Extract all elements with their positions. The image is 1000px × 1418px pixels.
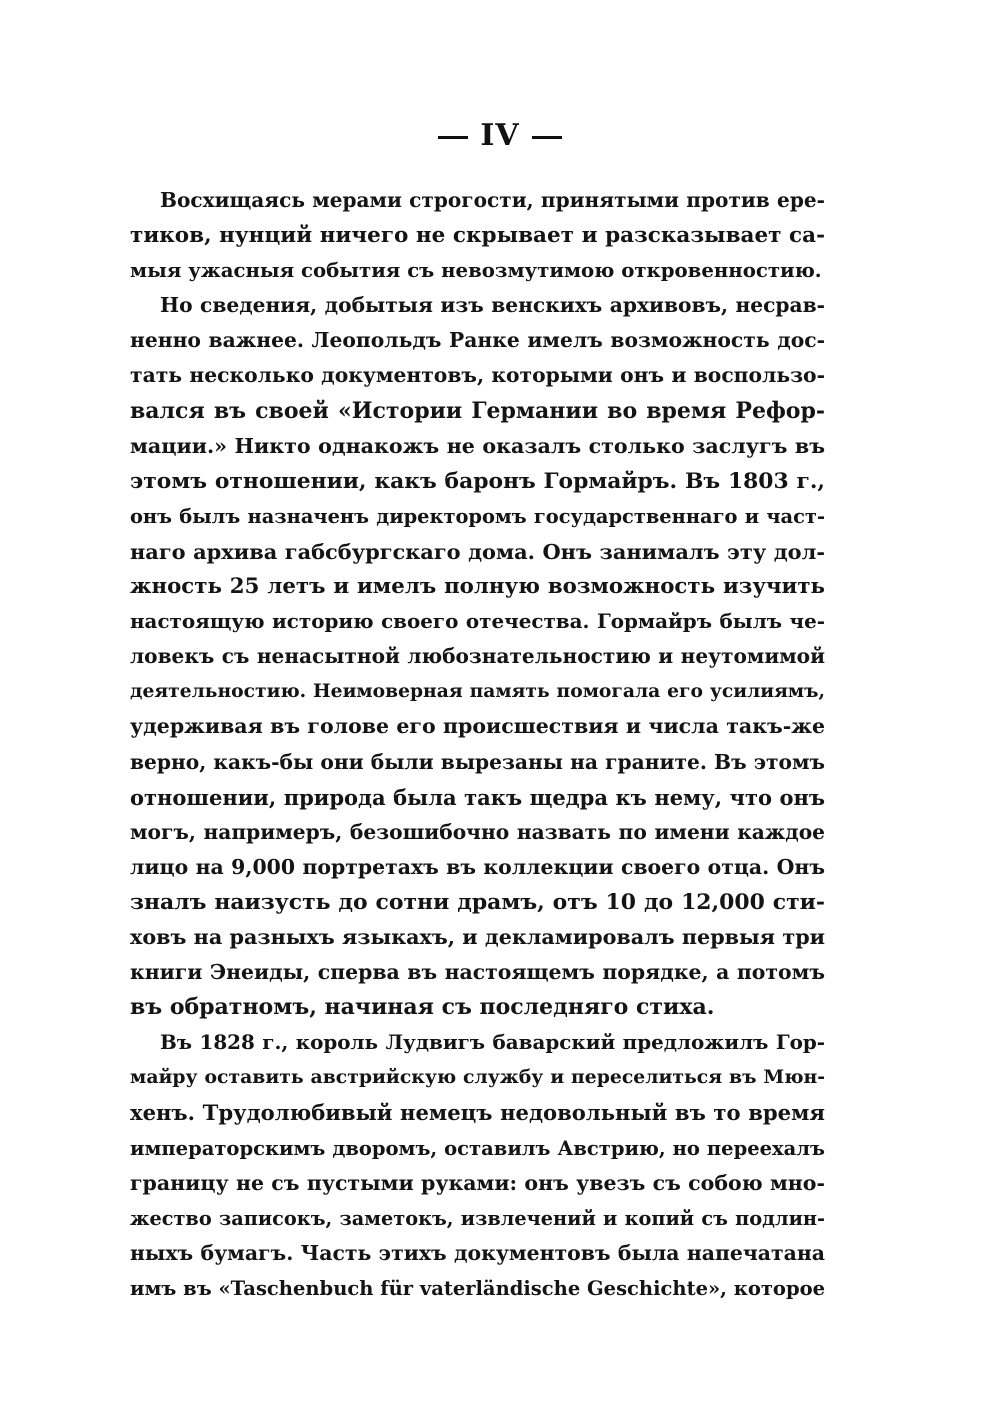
text-line: границу не съ пустыми руками: онъ увезъ съ собою мно- bbox=[130, 1170, 825, 1195]
text-line: Въ 1828 г., король Лудвигъ баварский предложилъ Гор- bbox=[160, 1030, 825, 1055]
text-line: майру оставить австрийскую службу и переселиться въ Мюн- bbox=[130, 1066, 825, 1089]
text-line: императорскимъ дворомъ, оставилъ Австрию, но переехалъ bbox=[130, 1136, 825, 1160]
text-line: онъ былъ назначенъ директоромъ государственнаго и част- bbox=[130, 504, 825, 528]
text-line: вался въ своей «Истории Германии во время Рефор- bbox=[130, 397, 825, 424]
page-number-text: IV bbox=[480, 118, 520, 153]
text-line: ховъ на разныхъ языкахъ, и декламировалъ первыя три bbox=[130, 924, 825, 949]
text-line: жность 25 летъ и имелъ полную возможность изучить bbox=[130, 574, 825, 600]
text-line: мыя ужасныя события съ невозмутимою откровенностию. bbox=[130, 259, 822, 283]
text-line: отношении, природа была такъ щедра къ нему, что онъ bbox=[130, 784, 825, 810]
text-line: лицо на 9,000 портретахъ въ коллекции своего отца. Онъ bbox=[130, 854, 825, 879]
text-line: зналъ наизусть до сотни драмъ, отъ 10 до 12,000 сти- bbox=[130, 888, 825, 915]
text-line: Но сведения, добытыя изъ венскихъ архивовъ, несрав- bbox=[160, 293, 825, 318]
text-line: могъ, напримеръ, безошибочно назвать по имени каждое bbox=[130, 819, 825, 844]
text-line: настоящую историю своего отечества. Гормайръ былъ че- bbox=[130, 609, 825, 634]
text-line: наго архива габсбургскаго дома. Онъ занималъ эту дол- bbox=[130, 538, 825, 564]
text-line: мации.» Никто однакожъ не оказалъ столько заслугъ въ bbox=[130, 433, 825, 458]
text-line: хенъ. Трудолюбивый немецъ недовольный въ то время bbox=[130, 1100, 825, 1126]
text-line: тиков, нунций ничего не скрывает и разсказывает са- bbox=[130, 223, 825, 249]
text-line: удерживая въ голове его происшествия и числа такъ-же bbox=[130, 714, 825, 739]
text-line: верно, какъ-бы они были вырезаны на граните. Въ этомъ bbox=[130, 749, 825, 774]
text-line: имъ въ «Taschenbuch für vaterländische Geschichte», которое bbox=[130, 1276, 825, 1300]
text-line: Восхищаясь мерами строгости, принятыми против ере- bbox=[160, 188, 825, 212]
text-line: ныхъ бумагъ. Часть этихъ документовъ была напечатана bbox=[130, 1240, 825, 1265]
text-line: этомъ отношении, какъ баронъ Гормайръ. Въ 1803 г., bbox=[130, 468, 825, 494]
text-line: въ обратномъ, начиная съ последняго стиха. bbox=[130, 994, 715, 1021]
page-number bbox=[0, 118, 1000, 153]
text-line: книги Энеиды, сперва въ настоящемъ порядке, а потомъ bbox=[130, 960, 825, 985]
left-dash bbox=[438, 136, 468, 139]
text-line: жество записокъ, заметокъ, извлечений и копий съ подлин- bbox=[130, 1206, 825, 1230]
body-text bbox=[130, 183, 825, 1306]
text-line: деятельностию. Неимоверная память помогала его усилиямъ, bbox=[130, 680, 825, 703]
text-line: ненно важнее. Леопольдъ Ранке имелъ возможность дос- bbox=[130, 328, 825, 353]
text-line: тать несколько документовъ, которыми онъ и воспользо- bbox=[130, 363, 825, 388]
text-line: ловекъ съ ненасытной любознательностию и неутомимой bbox=[130, 644, 825, 669]
right-dash bbox=[532, 136, 562, 139]
